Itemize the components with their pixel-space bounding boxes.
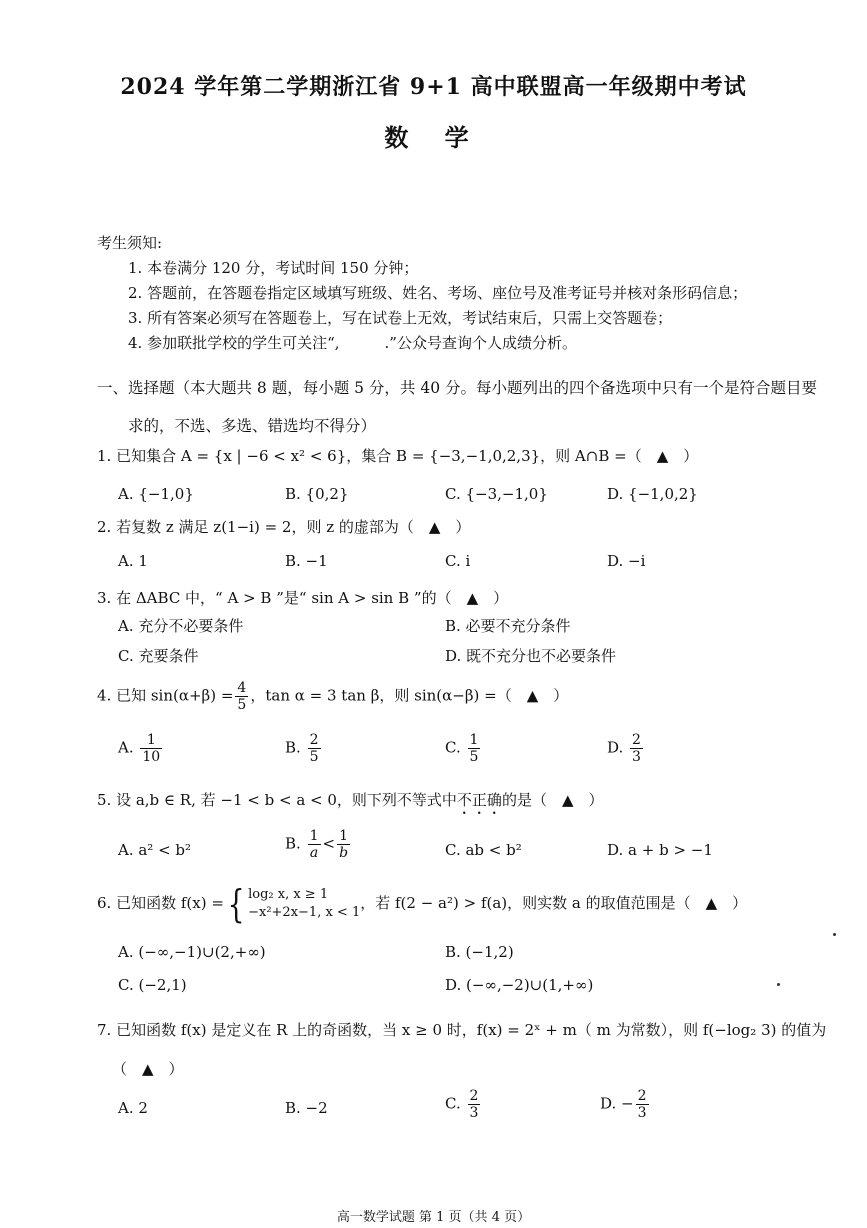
q4-c-fraction	[468, 732, 481, 765]
notice-item-4: 4. 参加联批学校的学生可关注“, .”公众号查询个人成绩分析。	[128, 334, 577, 352]
q5-option-b	[285, 828, 352, 861]
q2-option-a: A. 1	[118, 552, 148, 570]
q5-stem-emphasis: 不正确	[456, 791, 502, 809]
q5-option-c: C. ab < b²	[445, 841, 522, 859]
q4-d-num: 2	[632, 732, 641, 748]
q6-stem-pre: 6. 已知函数 f(x) =	[97, 894, 224, 912]
q7-stem-line2: （ ▲ ）	[112, 1060, 184, 1078]
q5-b-den-1: a	[309, 845, 319, 861]
q4-b-num: 2	[309, 732, 319, 748]
q3-option-c: C. 充要条件	[118, 647, 199, 665]
section-heading-line1: 一、选择题（本大题共 8 题，每小题 5 分，共 40 分。每小题列出的四个备选项中只有一个是符合题目要	[97, 379, 818, 397]
q6-stem	[97, 882, 747, 924]
q4-option-c	[445, 732, 482, 765]
notice-item-2: 2. 答题前，在答题卷指定区域填写班级、姓名、考场、座位号及准考证号并核对条形码信息；	[128, 284, 748, 302]
section-heading-line2: 求的，不选、多选、错选均不得分）	[128, 417, 377, 435]
main-title: 2024 学年第二学期浙江省 9+1 高中联盟高一年级期中考试	[120, 74, 747, 100]
q7-option-c	[445, 1088, 482, 1121]
q4-stem-fraction	[235, 680, 248, 713]
q5-stem-pre: 5. 设 a,b ∈ R, 若 −1 < b < a < 0，则下列不等式中	[97, 791, 457, 809]
q6-piecewise	[248, 886, 360, 922]
q4-a-fraction	[140, 732, 162, 765]
q6-option-c: C. (−2,1)	[118, 976, 187, 994]
q7-c-num: 2	[469, 1088, 479, 1104]
q7-c-den: 3	[469, 1105, 479, 1121]
q5-b-num-1: 1	[309, 828, 319, 844]
q4-frac-num: 4	[237, 680, 247, 696]
q2-option-c: C. i	[445, 552, 471, 570]
q3-stem: 3. 在 ΔABC 中，“ A > B ”是“ sin A > sin B ”的（ ▲ ）	[97, 589, 509, 607]
q2-stem: 2. 若复数 z 满足 z(1−i) = 2，则 z 的虚部为（ ▲ ）	[97, 518, 471, 536]
q4-d-label: D.	[607, 738, 624, 757]
q7-c-label: C.	[445, 1094, 461, 1113]
q4-option-a	[118, 732, 164, 765]
subject-title: 数 学	[384, 123, 483, 152]
q6-piece-1: log₂ x, x ≥ 1	[248, 887, 329, 902]
q3-option-d: D. 既不充分也不必要条件	[445, 647, 617, 665]
q7-d-num: 2	[637, 1088, 647, 1104]
q4-c-num: 1	[469, 732, 479, 748]
q4-d-den: 3	[632, 749, 641, 765]
q4-frac-den: 5	[237, 697, 247, 713]
q6-option-a: A. (−∞,−1)∪(2,+∞)	[118, 943, 266, 961]
q4-stem-post: ，tan α = 3 tan β，则 sin(α−β) =（ ▲ ）	[250, 686, 569, 705]
left-brace-icon: {	[227, 882, 245, 926]
q4-stem	[97, 680, 568, 713]
q7-c-fraction	[468, 1088, 481, 1121]
q5-b-num-2: 1	[337, 828, 350, 845]
notice-item-3: 3. 所有答案必须写在答题卷上，写在试卷上无效，考试结束后，只需上交答题卷；	[128, 309, 673, 327]
q6-option-d: D. (−∞,−2)∪(1,+∞)	[445, 976, 594, 994]
q7-option-d	[600, 1088, 651, 1121]
q5-b-den-2: b	[339, 845, 349, 861]
q1-option-a: A. {−1,0}	[118, 485, 194, 503]
q1-option-d: D. {−1,0,2}	[607, 485, 698, 503]
q7-stem-line1: 7. 已知函数 f(x) 是定义在 R 上的奇函数，当 x ≥ 0 时，f(x) = 2ˣ + m（ m 为常数），则 f(−log₂ 3) 的值为	[97, 1021, 827, 1039]
q1-option-c: C. {−3,−1,0}	[445, 485, 548, 503]
q4-b-fraction	[308, 732, 321, 765]
q7-option-b: B. −2	[285, 1099, 328, 1117]
q6-piece-2: −x²+2x−1, x < 1	[248, 905, 361, 920]
q4-option-d	[607, 732, 645, 765]
scan-speck	[777, 983, 780, 986]
q5-option-d: D. a + b > −1	[607, 841, 713, 859]
q4-b-den: 5	[309, 749, 319, 765]
q5-stem	[97, 790, 603, 818]
q4-b-label: B.	[285, 738, 301, 757]
notice-heading: 考生须知:	[97, 234, 163, 252]
q6-option-b: B. (−1,2)	[445, 943, 514, 961]
page-footer: 高一数学试题 第 1 页（共 4 页）	[336, 1210, 531, 1225]
q7-d-den: 3	[637, 1105, 647, 1121]
q3-option-b: B. 必要不充分条件	[445, 617, 571, 635]
notice-item-1: 1. 本卷满分 120 分，考试时间 150 分钟；	[128, 259, 419, 277]
q5-option-a: A. a² < b²	[118, 841, 192, 859]
q5-b-fraction-1	[308, 828, 321, 861]
q5-stem-post: 的是（ ▲ ）	[501, 791, 604, 809]
q2-option-d: D. −i	[607, 552, 646, 570]
q5-b-fraction-2	[337, 828, 350, 861]
q5-b-lt: <	[322, 834, 336, 853]
q6-stem-post: ，若 f(2 − a²) > f(a)，则实数 a 的取值范围是（ ▲ ）	[360, 894, 748, 912]
q4-c-label: C.	[445, 738, 461, 757]
q3-option-a: A. 充分不必要条件	[118, 617, 244, 635]
scan-speck	[833, 933, 836, 936]
q5-b-label: B.	[285, 834, 301, 853]
q4-d-fraction	[630, 732, 643, 765]
q7-option-a: A. 2	[118, 1099, 148, 1117]
q2-option-b: B. −1	[285, 552, 328, 570]
q4-a-num: 1	[140, 732, 162, 749]
q4-a-label: A.	[118, 738, 134, 757]
q4-a-den: 10	[142, 749, 161, 765]
q4-stem-pre: 4. 已知 sin(α+β) =	[97, 686, 234, 705]
q4-option-b	[285, 732, 323, 765]
q4-c-den: 5	[469, 749, 479, 765]
q1-option-b: B. {0,2}	[285, 485, 349, 503]
q7-d-label: D. −	[600, 1094, 634, 1113]
q7-d-fraction	[636, 1088, 649, 1121]
q1-stem: 1. 已知集合 A = {x | −6 < x² < 6}，集合 B = {−3,−1,0,2,3}，则 A∩B =（ ▲ ）	[97, 447, 699, 465]
